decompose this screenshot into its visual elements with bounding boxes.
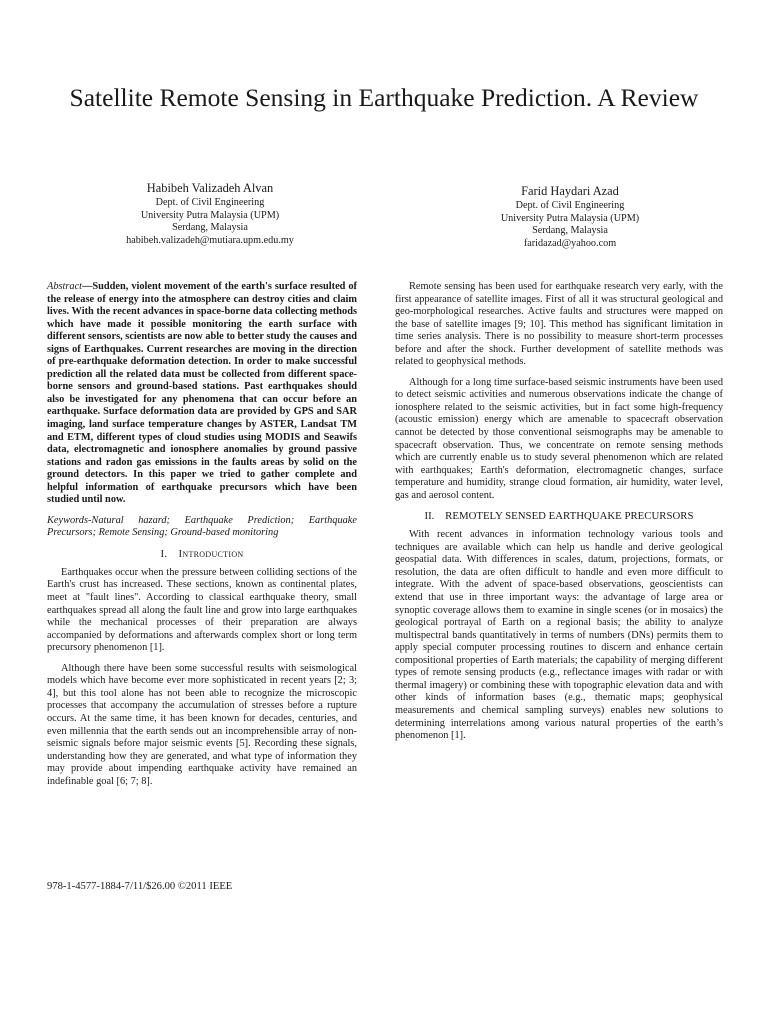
paragraph: Although for a long time surface-based seismic instruments have been used to detect seismic activities and numerous observations indicate the change of ionosphere related to the seismic activities, but in fact some high-frequency (acoustic emission) energy which are amenable to spacecraft observation cannot be detected by those conventional seismographs may be amenable to spacecraft observation. Thus, we concentrate on remote sensing methods which are currently enable us to study several phenomenon which are related with earthquakes; Earth's deformation, electromagnetic changes, surface temperature and humidity, strange cloud formation, air humidity, water level, gas and aerosol content. [395,376,723,501]
author-dept: Dept. of Civil Engineering [155,197,265,208]
author-dept: Dept. of Civil Engineering [515,200,625,211]
section-heading-precursors: II. REMOTELY SENSED EARTHQUAKE PRECURSORS [424,510,694,523]
author-name: Farid Haydari Azad [521,184,619,198]
author-block-1 [80,180,340,247]
paper-title: Satellite Remote Sensing in Earthquake Prediction. A Review [69,83,699,112]
author-university: University Putra Malaysia (UPM) [500,212,640,224]
abstract [47,281,357,507]
abstract-dash: — [82,281,93,292]
keywords: Keywords-Natural hazard; Earthquake Prediction; Earthquake Precursors; Remote Sensing; Ground-based monitoring [47,514,357,539]
section-heading-introduction: I. Introduction [160,547,244,560]
abstract-label: Abstract [47,281,83,292]
copyright-notice: 978-1-4577-1884-7/11/$26.00 ©2011 IEEE [47,881,233,892]
abstract-text: Sudden, violent movement of the earth's surface resulted of the release of energy into the atmosphere can destroy cities and claim lives. With the recent advances in space-borne data collecting methods which have made it possible monitoring the earth surface with different sensors, scientists are now able to better study the causes and signs of Earthquakes. Current researches are moving in the direction of pre-earthquake deformation detection. In order to make successful prediction all the related data must be collected from different space-borne sensors and ground-based stations. Past earthquakes should also be investigated for any phenomena that can occur before an earthquake. Surface deformation data are provided by GPS and SAR imaging, land surface temperature changes by ASTER, Landsat TM and ETM, different types of cloud studies using MODIS and Seawifs data, electromagnetic and ionosphere anomalies by ground passive stations and radon gas emissions in the faults areas by solid on the ground detectors. In this paper we tried to gather complete and helpful information of earthquake precursors which have been studied until now. [47,281,357,506]
right-column [395,281,723,751]
paragraph: Remote sensing has been used for earthquake research very early, with the first appearance of satellite images. First of all it was structural geological and geo-morphological researches. Active faults and structures were mapped on the base of satellite images [9; 10]. This method has significant limitation in time series analysis. There is no possibility to measure short-term processes before and after the shock. Further development of satellite methods was related to geophysical methods. [395,281,723,368]
author-email: habibeh.valizadeh@mutiara.upm.edu.my [126,234,294,246]
author-location: Serdang, Malaysia [532,225,608,237]
paragraph: Earthquakes occur when the pressure between colliding sections of the Earth's crust has increased. These sections, known as continental plates, meet at "fault lines". According to classical earthquake theory, small earthquakes spread all along the fault line and grow into large earthquakes while the mechanical processes of their preparation are always accompanied by deformations and afterwards complex short or long term precursory phenomenon [1]. [47,566,357,654]
author-university: University Putra Malaysia (UPM) [140,209,280,221]
author-name: Habibeh Valizadeh Alvan [146,181,274,195]
left-column [47,281,357,796]
paragraph: With recent advances in information technology various tools and techniques are available which can help us handle and derive geological geospatial data. With differences in scales, datum, projections, formats, or resolution, the data are often difficult to handle and even more difficult to integrate. With the advent of space-based observations, geoscientists can extend that use in three important ways: the advantage of large area or synoptic coverage allows them to examine in single scenes (or in mosaics) the geological portrayal of Earth on a regional basis; the ability to analyze multispectral bands quantitatively in terms of numbers (DNs) permits them to apply special computer processing routines to discern and enhance certain compositional properties of Earth materials; the capability of merging different types of remote sensing products (e.g., reflectance images with radar or with thermal imagery) or combining these with topographic elevation data and with other kinds of information bases (e.g., thematic maps; geophysical measurements and chemical sampling surveys) enables new solutions to determining interrelations among various natural properties of the earth’s phenomenon [1]. [395,529,723,742]
author-block-2 [440,183,700,250]
paragraph: Although there have been some successful results with seismological models which have become ever more sophisticated in recent years [2; 3; 4], but this tool alone has not been able to recognize the microscopic processes that accompany the accumulation of stresses before a rupture occurs. At the same time, it has been known for decades, centuries, and even millennia that the earth sends out an incomprehensible array of non-seismic signals before major seismic events [5]. Recording these signals, understanding how they are generated, and what type of information they may provide about impending earthquake activity have remained an indefinable goal [6; 7; 8]. [47,662,357,787]
author-email: faridazad@yahoo.com [523,237,617,249]
author-location: Serdang, Malaysia [172,222,248,234]
